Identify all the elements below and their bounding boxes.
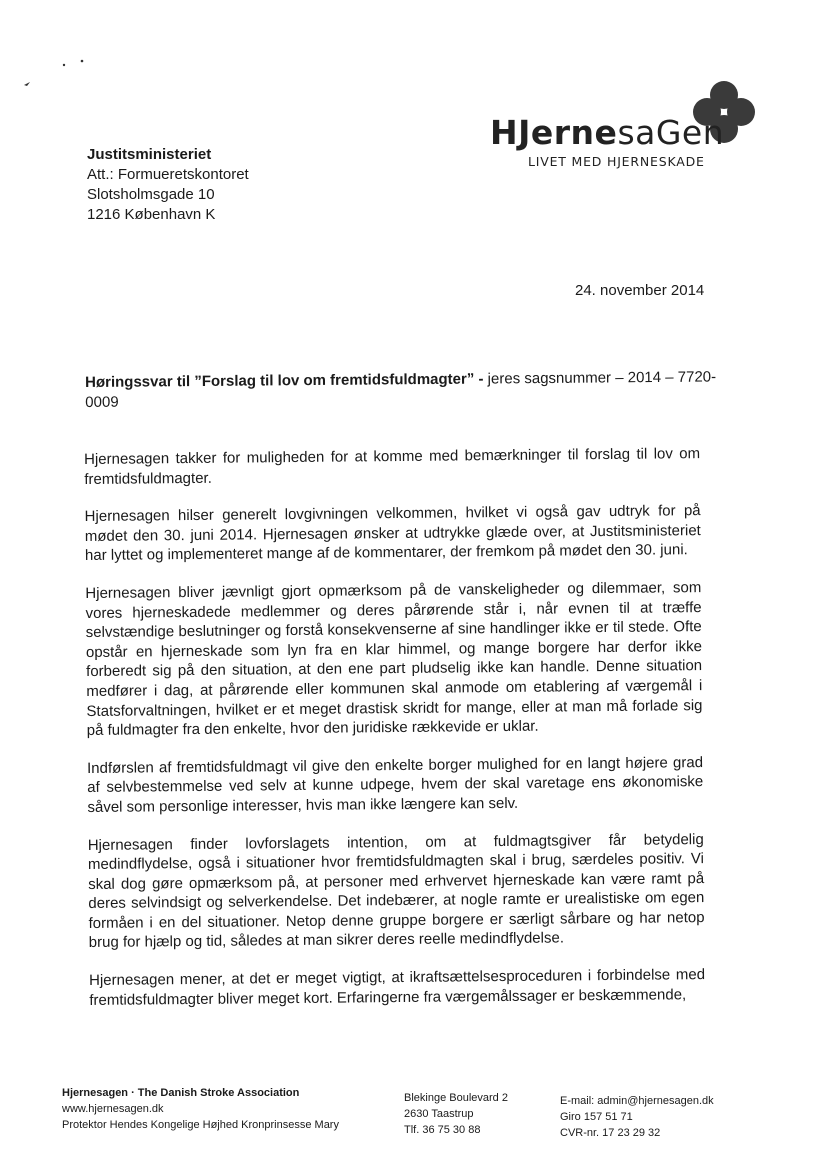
logo-word-light: saGen [617,113,725,152]
footer-patron: Protektor Hendes Kongelige Højhed Kronprinsesse Mary [62,1119,339,1131]
letter-footer [0,1085,828,1145]
subject-normal: jeres sagsnummer – 2014 – 7720-0009 [85,368,717,411]
subject-bold: Høringssvar til ”Forslag til lov om fremtidsfuldmagter” - [85,370,484,391]
footer-street: Blekinge Boulevard 2 [404,1092,508,1104]
scan-specks [20,58,90,98]
footer-org-name: Hjernesagen · The Danish Stroke Association [62,1087,300,1099]
logo-wordmark [490,113,725,152]
recipient-city: 1216 København K [87,206,216,223]
footer-giro: Giro 157 51 71 [560,1111,633,1123]
paragraph: Hjernesagen mener, at det er meget vigtigt, at ikraftsættelsesproceduren i forbindelse med fremtidsfuldmagter bliver meget kort. Erfaringerne fra værgemålssager er beskæmmende, [89,966,706,1009]
logo-tagline: LIVET MED HJERNESKADE [528,154,705,169]
footer-postal: 2630 Taastrup [404,1108,474,1120]
paragraph: Hjernesagen takker for muligheden for at komme med bemærkninger til forslag til lov om fremtidsfuldmagter. [84,445,701,488]
footer-address [404,1090,544,1138]
letter-date: 24. november 2014 [575,282,705,299]
recipient-name: Justitsministeriet [87,146,212,163]
paragraph: Hjernesagen hilser generelt lovgivningen velkommen, hvilket vi også gav udtryk for på mødet den 30. juni 2014. Hjernesagen ønsker at udtrykke glæde over, at Justitsministeriet har lyttet og implementeret mange af de kommentarer, der fremkom på mødet den 30. juni. [84,502,701,565]
footer-cvr: CVR-nr. 17 23 29 32 [560,1127,661,1139]
footer-contact [560,1093,760,1141]
footer-organization [62,1085,382,1133]
paragraph: Hjernesagen finder lovforslagets intention, om at fuldmagtsgiver får betydelig medindflydelse, også i situationer hvor fremtidsfuldmagten skal i brug, særdeles positiv. Vi skal dog gøre opmærksom på, at personer med erhvervet hjerneskade kan være ramt på deres selvindsigt og selverkendelse. Det indebærer, at nogle ramte er urealistiske om egen formåen i en del situationer. Netop denne gruppe borgere er særligt sårbare og har netop brug for hjælp og tid, således at man sikrer deres reelle medindflydelse. [87,830,705,952]
recipient-address [87,145,249,225]
letter-body [84,444,706,1028]
subject-line [85,367,725,413]
footer-email[interactable]: E-mail: admin@hjernesagen.dk [560,1095,714,1107]
footer-phone: Tlf. 36 75 30 88 [404,1124,481,1136]
recipient-attention: Att.: Formueretskontoret [87,166,249,183]
recipient-street: Slotsholmsgade 10 [87,186,215,203]
paragraph: Indførslen af fremtidsfuldmagt vil give den enkelte borger mulighed for en langt højere grad af selvbestemmelse ved selv at kunne udpege, hvem der skal varetage ens økonomiske såvel som personlige interesser, hvis man ikke længere kan selv. [86,753,704,816]
logo-word-bold: HJerne [490,113,618,152]
footer-website[interactable]: www.hjernesagen.dk [62,1103,164,1115]
paragraph: Hjernesagen bliver jævnligt gjort opmærksom på de vanskeligheder og dilemmaer, som vores hjerneskadede medlemmer og deres pårørende står i, når evnen til at træffe selvstændige beslutninger og forstå konsekvenserne af sine handlinger ikke er til stede. Ofte opstår en hjerneskade som lyn fra en klar himmel, og mange borgere har derfor ikke forberedt sig på den situation, at den ene part pludselig ikke kan handle. Denne situation medfører i dag, at pårørende eller kommunen skal anmode om etablering af værgemål i Statsforvaltningen, hvilket er et meget drastisk skridt for mange, eller at man må forlade sig på fuldmagter fra den enkelte, hvor den juridiske rækkevide er uklar. [85,579,703,740]
hjernesagen-logo [490,78,760,173]
